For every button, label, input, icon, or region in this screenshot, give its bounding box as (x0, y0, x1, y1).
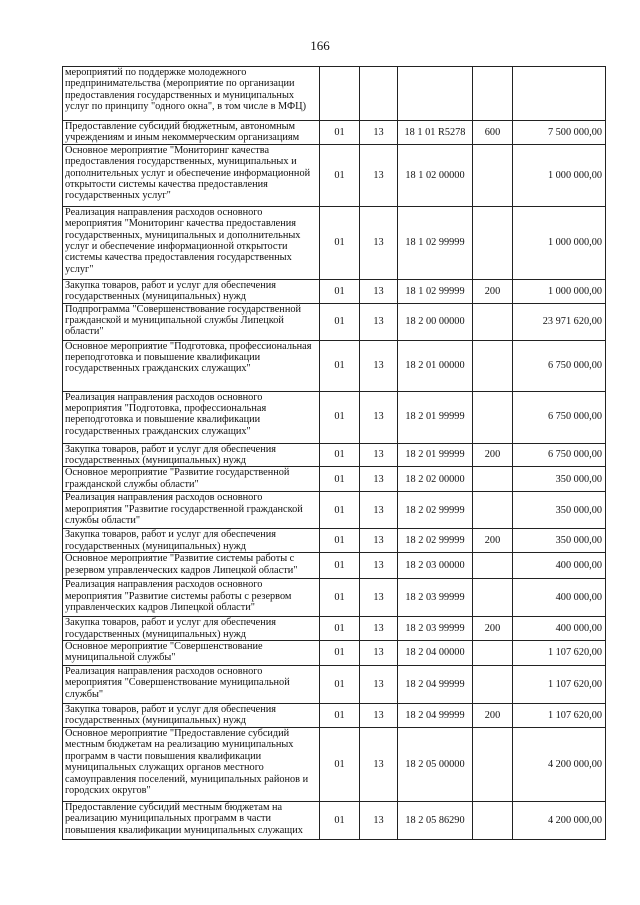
amount-cell: 400 000,00 (513, 579, 606, 617)
section-code-cell: 01 (320, 641, 360, 666)
target-article-cell: 18 2 03 99999 (398, 579, 473, 617)
section-code-cell: 01 (320, 303, 360, 340)
section-code-cell: 01 (320, 529, 360, 553)
budget-table (62, 66, 606, 840)
row-name-cell: Основное мероприятие "Развитие государственной гражданской службы области" (63, 467, 320, 492)
amount-cell: 23 971 620,00 (513, 303, 606, 340)
target-article-cell: 18 2 05 00000 (398, 727, 473, 801)
row-name-cell: Закупка товаров, работ и услуг для обеспечения государственных (муниципальных) нужд (63, 529, 320, 553)
subsection-code-cell: 13 (360, 279, 398, 303)
row-name-cell: Закупка товаров, работ и услуг для обеспечения государственных (муниципальных) нужд (63, 617, 320, 641)
subsection-code-cell (360, 67, 398, 121)
expense-type-cell: 200 (473, 443, 513, 467)
expense-type-cell (473, 144, 513, 206)
amount-cell: 350 000,00 (513, 467, 606, 492)
target-article-cell: 18 2 02 00000 (398, 467, 473, 492)
expense-type-cell (473, 553, 513, 579)
row-name-cell: Реализация направления расходов основного мероприятия "Развитие системы работы с резервом управленческих кадров Липецкой области" (63, 579, 320, 617)
table-row (63, 666, 606, 704)
subsection-code-cell: 13 (360, 303, 398, 340)
target-article-cell: 18 2 05 86290 (398, 801, 473, 839)
subsection-code-cell: 13 (360, 391, 398, 443)
target-article-cell: 18 1 02 99999 (398, 279, 473, 303)
expense-type-cell (473, 492, 513, 529)
subsection-code-cell: 13 (360, 641, 398, 666)
section-code-cell: 01 (320, 340, 360, 391)
section-code-cell: 01 (320, 467, 360, 492)
expense-type-cell (473, 67, 513, 121)
amount-cell: 400 000,00 (513, 617, 606, 641)
expense-type-cell (473, 801, 513, 839)
row-name-cell: Основное мероприятие "Мониторинг качества предоставления государственных, муниципальных и дополнительных услуг и обеспечение информационной открытости системы качества предоставления государственных услуг" (63, 144, 320, 206)
section-code-cell: 01 (320, 617, 360, 641)
amount-cell: 1 000 000,00 (513, 206, 606, 279)
table-row (63, 67, 606, 121)
section-code-cell: 01 (320, 727, 360, 801)
target-article-cell: 18 2 01 00000 (398, 340, 473, 391)
row-name-cell: Основное мероприятие "Подготовка, профессиональная переподготовка и повышение квалификации государственных гражданских служащих" (63, 340, 320, 391)
target-article-cell: 18 1 01 R5278 (398, 121, 473, 145)
table-row (63, 727, 606, 801)
expense-type-cell (473, 206, 513, 279)
amount-cell: 6 750 000,00 (513, 391, 606, 443)
section-code-cell: 01 (320, 579, 360, 617)
subsection-code-cell: 13 (360, 443, 398, 467)
section-code-cell: 01 (320, 492, 360, 529)
subsection-code-cell: 13 (360, 340, 398, 391)
table-row (63, 801, 606, 839)
amount-cell: 1 107 620,00 (513, 666, 606, 704)
amount-cell: 4 200 000,00 (513, 801, 606, 839)
section-code-cell: 01 (320, 666, 360, 704)
amount-cell: 350 000,00 (513, 529, 606, 553)
table-row (63, 529, 606, 553)
target-article-cell: 18 2 02 99999 (398, 492, 473, 529)
row-name-cell: Основное мероприятие "Развитие системы работы с резервом управленческих кадров Липецкой области" (63, 553, 320, 579)
page-number: 166 (310, 38, 330, 53)
subsection-code-cell: 13 (360, 467, 398, 492)
table-row (63, 279, 606, 303)
target-article-cell: 18 2 04 00000 (398, 641, 473, 666)
section-code-cell: 01 (320, 443, 360, 467)
expense-type-cell (473, 666, 513, 704)
amount-cell: 400 000,00 (513, 553, 606, 579)
table-row (63, 144, 606, 206)
subsection-code-cell: 13 (360, 801, 398, 839)
amount-cell: 1 000 000,00 (513, 279, 606, 303)
row-name-cell: Основное мероприятие "Предоставление субсидий местным бюджетам на реализацию муниципальных программ в части повышения квалификации муниципальных служащих органов местного самоуправления поселений, муниципальных районов и городских округов" (63, 727, 320, 801)
target-article-cell: 18 2 04 99999 (398, 704, 473, 728)
row-name-cell: Реализация направления расходов основного мероприятия "Мониторинг качества предоставления государственных, муниципальных и дополнительных услуг и обеспечение информационной открытости системы качества предоставления государственных услуг" (63, 206, 320, 279)
subsection-code-cell: 13 (360, 579, 398, 617)
amount-cell: 4 200 000,00 (513, 727, 606, 801)
amount-cell: 1 107 620,00 (513, 641, 606, 666)
row-name-cell: Реализация направления расходов основного мероприятия "Развитие государственной гражданской службы области" (63, 492, 320, 529)
amount-cell: 1 000 000,00 (513, 144, 606, 206)
section-code-cell: 01 (320, 553, 360, 579)
row-name-cell: Основное мероприятие "Совершенствование муниципальной службы" (63, 641, 320, 666)
row-name-cell: Реализация направления расходов основного мероприятия "Подготовка, профессиональная переподготовка и повышение квалификации государственных гражданских служащих" (63, 391, 320, 443)
section-code-cell: 01 (320, 144, 360, 206)
amount-cell: 7 500 000,00 (513, 121, 606, 145)
subsection-code-cell: 13 (360, 617, 398, 641)
expense-type-cell: 200 (473, 617, 513, 641)
table-row (63, 553, 606, 579)
table-row (63, 467, 606, 492)
section-code-cell: 01 (320, 206, 360, 279)
amount-cell (513, 67, 606, 121)
budget-table-body (63, 67, 606, 840)
row-name-cell: Закупка товаров, работ и услуг для обеспечения государственных (муниципальных) нужд (63, 704, 320, 728)
target-article-cell (398, 67, 473, 121)
table-row (63, 492, 606, 529)
row-name-cell: Подпрограмма "Совершенствование государственной гражданской и муниципальной службы Липецкой области" (63, 303, 320, 340)
table-row (63, 704, 606, 728)
section-code-cell: 01 (320, 279, 360, 303)
row-name-cell: мероприятий по поддержке молодежного предпринимательства (мероприятие по организации предоставления государственных и муниципальных услуг по принципу "одного окна", в том числе в МФЦ) (63, 67, 320, 121)
target-article-cell: 18 1 02 00000 (398, 144, 473, 206)
row-name-cell: Закупка товаров, работ и услуг для обеспечения государственных (муниципальных) нужд (63, 443, 320, 467)
target-article-cell: 18 2 03 00000 (398, 553, 473, 579)
subsection-code-cell: 13 (360, 553, 398, 579)
expense-type-cell: 200 (473, 279, 513, 303)
table-row (63, 206, 606, 279)
subsection-code-cell: 13 (360, 206, 398, 279)
subsection-code-cell: 13 (360, 144, 398, 206)
target-article-cell: 18 2 00 00000 (398, 303, 473, 340)
expense-type-cell (473, 340, 513, 391)
table-row (63, 617, 606, 641)
subsection-code-cell: 13 (360, 121, 398, 145)
subsection-code-cell: 13 (360, 666, 398, 704)
amount-cell: 6 750 000,00 (513, 340, 606, 391)
table-row (63, 303, 606, 340)
expense-type-cell (473, 641, 513, 666)
expense-type-cell (473, 467, 513, 492)
amount-cell: 1 107 620,00 (513, 704, 606, 728)
table-row (63, 579, 606, 617)
row-name-cell: Предоставление субсидий местным бюджетам на реализацию муниципальных программ в части повышения квалификации муниципальных служащих (63, 801, 320, 839)
section-code-cell: 01 (320, 391, 360, 443)
expense-type-cell (473, 727, 513, 801)
table-row (63, 443, 606, 467)
target-article-cell: 18 2 04 99999 (398, 666, 473, 704)
target-article-cell: 18 2 01 99999 (398, 391, 473, 443)
subsection-code-cell: 13 (360, 704, 398, 728)
table-row (63, 340, 606, 391)
table-row (63, 641, 606, 666)
subsection-code-cell: 13 (360, 492, 398, 529)
target-article-cell: 18 2 03 99999 (398, 617, 473, 641)
subsection-code-cell: 13 (360, 529, 398, 553)
expense-type-cell: 200 (473, 529, 513, 553)
subsection-code-cell: 13 (360, 727, 398, 801)
amount-cell: 6 750 000,00 (513, 443, 606, 467)
expense-type-cell: 200 (473, 704, 513, 728)
section-code-cell: 01 (320, 704, 360, 728)
table-row (63, 121, 606, 145)
target-article-cell: 18 2 01 99999 (398, 443, 473, 467)
expense-type-cell (473, 579, 513, 617)
row-name-cell: Закупка товаров, работ и услуг для обеспечения государственных (муниципальных) нужд (63, 279, 320, 303)
row-name-cell: Предоставление субсидий бюджетным, автономным учреждениям и иным некоммерческим организациям (63, 121, 320, 145)
expense-type-cell (473, 303, 513, 340)
table-row (63, 391, 606, 443)
target-article-cell: 18 2 02 99999 (398, 529, 473, 553)
section-code-cell: 01 (320, 121, 360, 145)
row-name-cell: Реализация направления расходов основного мероприятия "Совершенствование муниципальной службы" (63, 666, 320, 704)
section-code-cell (320, 67, 360, 121)
expense-type-cell: 600 (473, 121, 513, 145)
target-article-cell: 18 1 02 99999 (398, 206, 473, 279)
expense-type-cell (473, 391, 513, 443)
amount-cell: 350 000,00 (513, 492, 606, 529)
section-code-cell: 01 (320, 801, 360, 839)
